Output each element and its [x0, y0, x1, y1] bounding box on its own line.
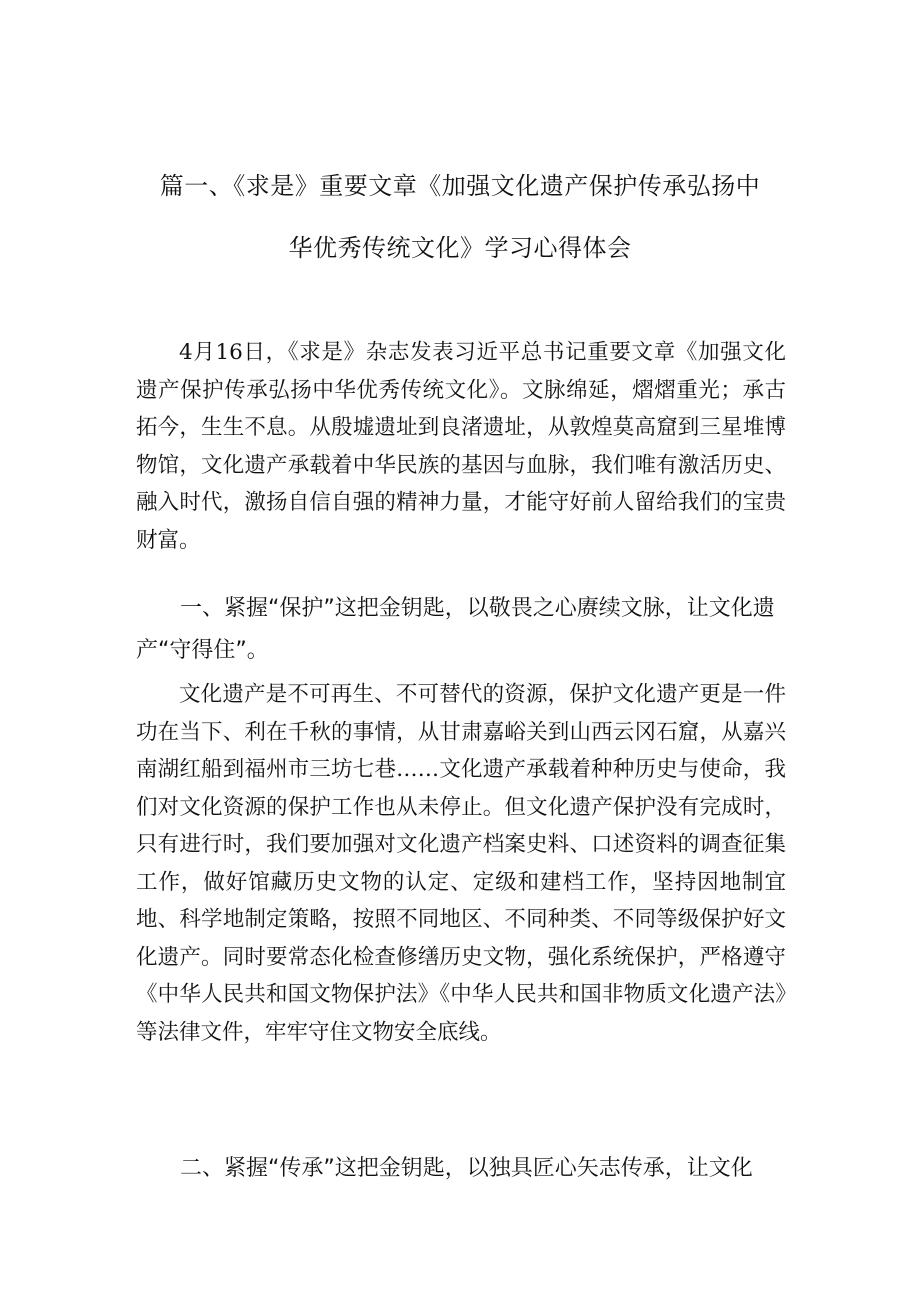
section-1-paragraph-block	[136, 676, 786, 1051]
document-title-line-2: 华优秀传统文化》学习心得体会	[288, 234, 632, 262]
intro-paragraph-block	[136, 334, 786, 559]
section-1-paragraph: 文化遗产是不可再生、不可替代的资源，保护文化遗产更是一件功在当下、利在千秋的事情，从甘肃嘉峪关到山西云冈石窟，从嘉兴南湖红船到福州市三坊七巷……文化遗产承载着种种历史与使命，我们对文化资源的保护工作也从未停止。但文化遗产保护没有完成时，只有进行时，我们要加强对文化遗产档案史料、口述资料的调查征集工作，做好馆藏历史文物的认定、定级和建档工作，坚持因地制宜地、科学地制定策略，按照不同地区、不同种类、不同等级保护好文化遗产。同时要常态化检查修缮历史文物，强化系统保护，严格遵守《中华人民共和国文物保护法》《中华人民共和国非物质文化遗产法》等法律文件，牢牢守住文物安全底线。	[136, 682, 786, 1045]
section-heading-2: 二、紧握“传承”这把金钥匙，以独具匠心矢志传承，让文化	[180, 1156, 753, 1181]
document-title-line-1: 篇一、《求是》重要文章《加强文化遗产保护传承弘扬中	[159, 172, 761, 200]
section-heading-1: 一、紧握“保护”这把金钥匙，以敬畏之心赓续文脉，让文化遗产“守得住”。	[136, 596, 775, 663]
intro-paragraph: 4月16日，《求是》杂志发表习近平总书记重要文章《加强文化遗产保护传承弘扬中华优秀传统文化》。文脉绵延，熠熠重光；承古拓今，生生不息。从殷墟遗址到良渚遗址，从敦煌莫高窟到三星堆博物馆，文化遗产承载着中华民族的基因与血脉，我们唯有激活历史、融入时代，激扬自信自强的精神力量，才能守好前人留给我们的宝贵财富。	[136, 340, 786, 553]
